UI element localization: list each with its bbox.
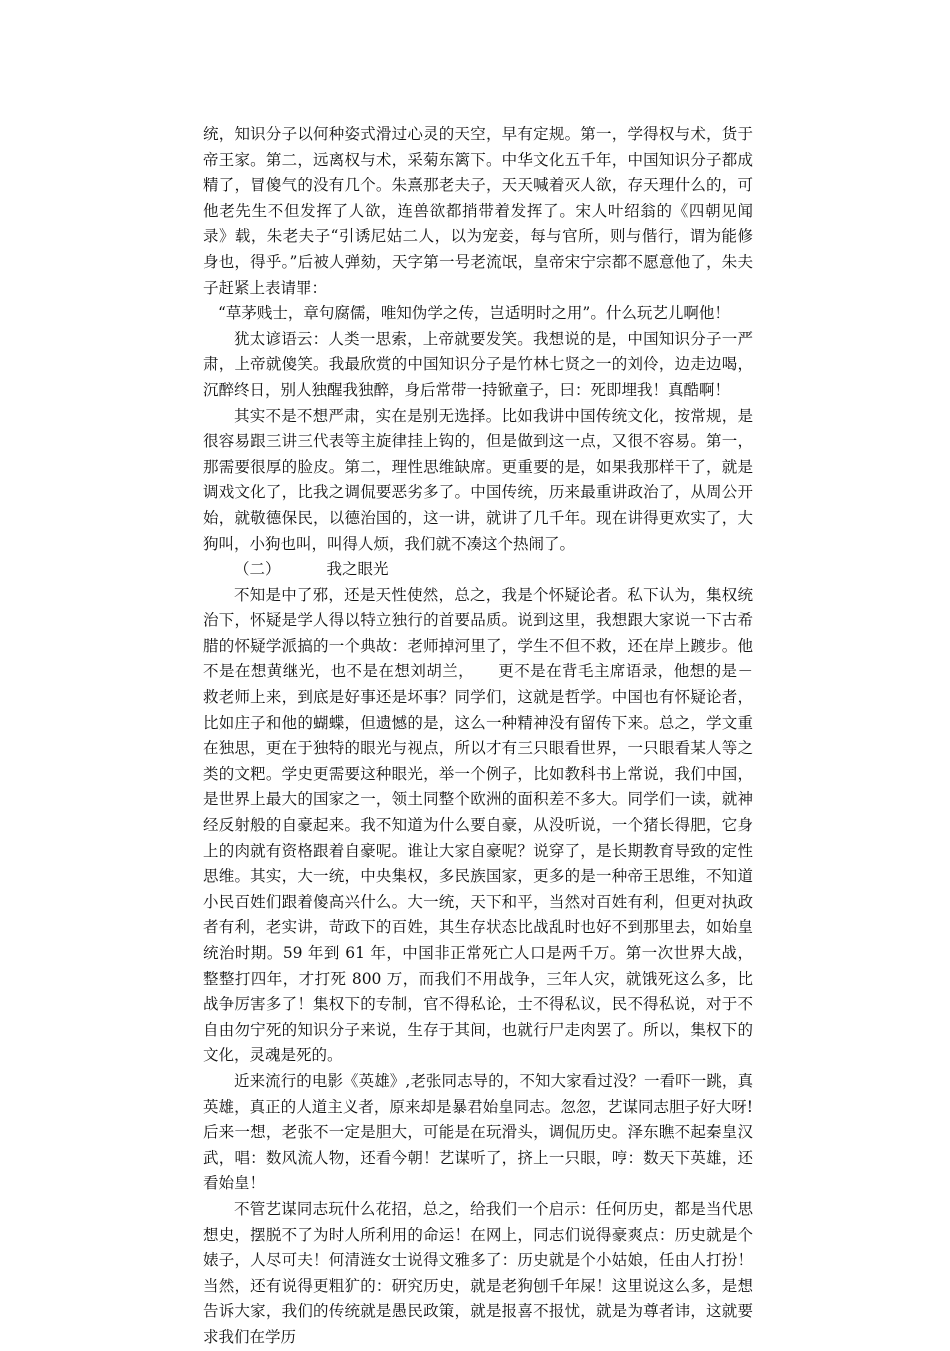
paragraph-quote: “草茅贱士，章句腐儒，唯知伪学之传，岂适明时之用”。什么玩艺儿啊他！ bbox=[218, 304, 730, 323]
paragraph-4: 不知是中了邪，还是天性使然，总之，我是个怀疑论者。私下认为，集权统治下，怀疑是学人得以特立独行的首要品质。说到这里，我想跟大家说一下古希腊的怀疑学派搞的一个典故：老师掉河里了，学生不但不救，还在岸上踱步。他不是在想黄继光，也不是在想刘胡兰， 更不是在背毛主席语录，他想的是－救老师上来，到底是好事还是坏事？同学们，这就是哲学。中国也有怀疑论者，比如庄子和他的蝴蝶，但遗憾的是，这么一种精神没有留传下来。总之，学文重在独思，更在于独特的眼光与视点，所以才有三只眼看世界，一只眼看某人等之类的文粑。学史更需要这种眼光，举一个例子，比如教科书上常说，我们中国，是世界上最大的国家之一，领土同整个欧洲的面积差不多大。同学们一读，就神经反射般的自豪起来。我不知道为什么要自豪，从没听说，一个猪长得肥，它身上的肉就有资格跟着自豪呢。谁让大家自豪呢？说穿了，是长期教育导致的定性思维。其实，大一统，中央集权，多民族国家，更多的是一种帝王思维，不知道小民百姓们跟着傻高兴什么。大一统，天下和平，当然对百姓有利，但更对执政者有利，老实讲，苛政下的百姓，其生存状态比战乱时也好不到那里去，如始皇统治时期。59 年到 61 年，中国非正常死亡人口是两千万。第一次世界大战，整整打四年，才打死 800 万，而我们不用战争，三年人灾，就饿死这么多，比战争厉害多了！集权下的专制，官不得私论，士不得私议，民不得私说，对于不自由勿宁死的知识分子来说，生存于其间，也就行尸走肉罢了。所以，集权下的文化，灵魂是死的。 bbox=[203, 585, 753, 1065]
section-title: 我之眼光 bbox=[326, 560, 389, 579]
paragraph-2: 犹太谚语云：人类一思索，上帝就要发笑。我想说的是，中国知识分子一严肃，上帝就傻笑。我最欣赏的中国知识分子是竹林七贤之一的刘伶，边走边喝，沉醉终日，别人独醒我独醉，身后常带一持锨童子，曰：死即埋我！真酷啊！ bbox=[203, 329, 753, 399]
paragraph-5: 近来流行的电影《英雄》,老张同志导的，不知大家看过没？一看吓一跳，真英雄，真正的人道主义者，原来却是暴君始皇同志。忽忽，艺谋同志胆子好大呀!后来一想，老张不一定是胆大，可能是在玩滑头，调侃历史。泽东瞧不起秦皇汉武，唱：数风流人物，还看今朝！艺谋听了，挤上一只眼，哼：数天下英雄，还看始皇！ bbox=[203, 1071, 753, 1193]
section-heading bbox=[203, 557, 753, 583]
paragraph-3: 其实不是不想严肃，实在是别无选择。比如我讲中国传统文化，按常规，是很容易跟三讲三代表等主旋律挂上钩的，但是做到这一点，又很不容易。第一，那需要很厚的脸皮。第二，理性思维缺席。更重要的是，如果我那样干了，就是调戏文化了，比我之调侃要恶劣多了。中国传统，历来最重讲政治了，从周公开始，就敬德保民，以德治国的，这一讲，就讲了几千年。现在讲得更欢实了，大狗叫，小狗也叫，叫得人烦，我们就不凑这个热闹了。 bbox=[203, 406, 753, 553]
section-number: （二） bbox=[234, 560, 281, 579]
document-body bbox=[203, 122, 753, 1351]
paragraph-6: 不管艺谋同志玩什么花招，总之，给我们一个启示：任何历史，都是当代思想史，摆脱不了为时人所利用的命运！在网上，同志们说得豪爽点：历史就是个婊子，人尽可夫！何清涟女士说得文雅多了：历史就是个小姑娘，任由人打扮！当然，还有说得更粗犷的：研究历史，就是老狗刨千年屎！这里说这么多，是想告诉大家，我们的传统就是愚民政策，就是报喜不报忧，就是为尊者讳，这就要求我们在学历 bbox=[203, 1199, 753, 1346]
paragraph-1: 统，知识分子以何种姿式滑过心灵的天空，早有定规。第一，学得权与术，货于帝王家。第二，远离权与术，采菊东篱下。中华文化五千年，中国知识分子都成精了，冒傻气的没有几个。朱熹那老夫子，天天喊着灭人欲，存天理什么的，可他老先生不但发挥了人欲，连兽欲都捎带着发挥了。宋人叶绍翁的《四朝见闻录》载，朱老夫子“引诱尼姑二人，以为宠妾，每与官所，则与偕行，谓为能修身也，得乎。”后被人弹劾，天字第一号老流氓，皇帝宋宁宗都不愿意他了，朱夫子赶紧上表请罪： bbox=[203, 125, 753, 297]
